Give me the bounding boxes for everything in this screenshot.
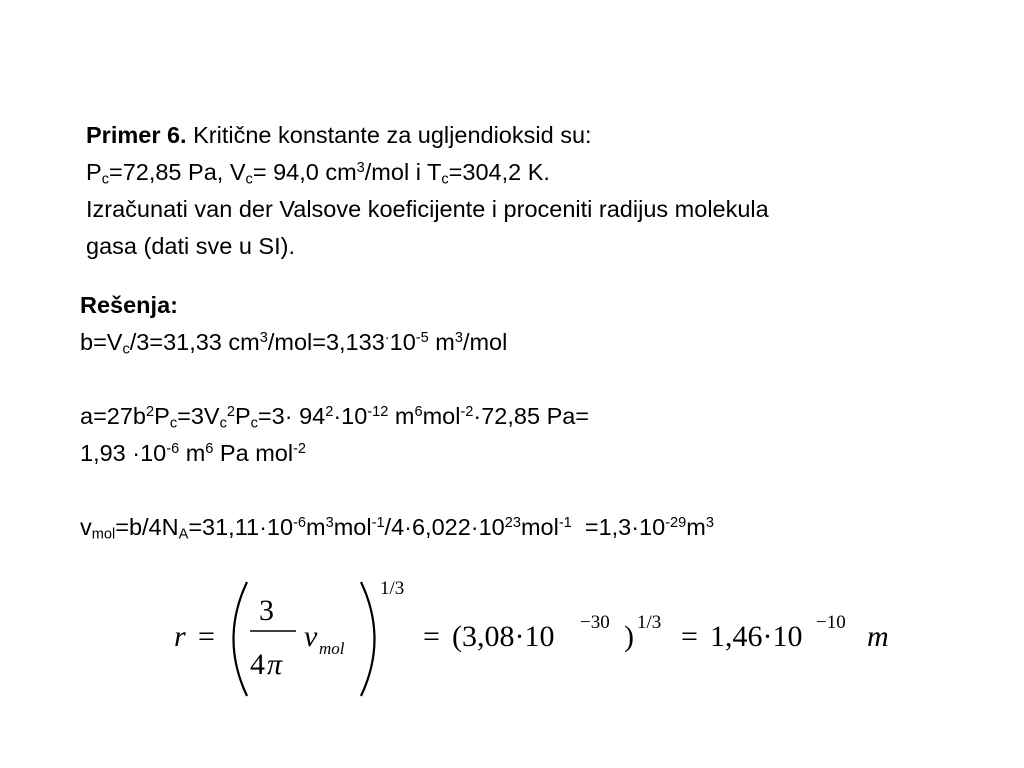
critical-constants-line bbox=[86, 154, 1006, 191]
a-part: ·10 bbox=[333, 403, 368, 429]
a-result-sup: -6 bbox=[166, 441, 180, 457]
vc-unit-exponent: 3 bbox=[356, 160, 365, 176]
fraction-denominator-4: 4 bbox=[250, 648, 265, 681]
a-result-part: 1,93 ·10 bbox=[80, 440, 167, 466]
a-sub: c bbox=[250, 415, 258, 432]
v-part: v bbox=[80, 514, 92, 540]
intermediate-exponent-one-third: 1/3 bbox=[637, 612, 662, 633]
a-sup: -12 bbox=[367, 404, 389, 420]
b-sup: 3 bbox=[454, 330, 463, 346]
radius-formula bbox=[170, 568, 930, 718]
a-sup: 2 bbox=[325, 404, 334, 420]
equals-sign: = bbox=[681, 620, 698, 653]
left-paren bbox=[234, 582, 248, 696]
result-value: 1,46·10 bbox=[710, 620, 803, 653]
intermediate-exponent: −30 bbox=[580, 612, 610, 633]
v-part: mol bbox=[333, 514, 372, 540]
v-sup: -29 bbox=[665, 515, 687, 531]
fraction-numerator: 3 bbox=[259, 594, 274, 627]
v-sup: 3 bbox=[325, 515, 334, 531]
solution-title: Rešenja: bbox=[80, 292, 178, 318]
solution-block bbox=[80, 287, 1000, 546]
a-sup: -2 bbox=[460, 404, 474, 420]
a-part: P bbox=[154, 403, 170, 429]
a-result-sup: -2 bbox=[293, 441, 307, 457]
v-sup: -1 bbox=[558, 515, 572, 531]
v-symbol: v bbox=[304, 620, 318, 653]
a-sup: 2 bbox=[226, 404, 235, 420]
problem-intro: Kritične konstante za ugljendioksid su: bbox=[186, 122, 592, 148]
molecular-volume-line bbox=[80, 509, 1000, 546]
pc-value: =72,85 Pa, bbox=[108, 159, 230, 185]
a-part: =3· 94 bbox=[257, 403, 326, 429]
b-part: m bbox=[428, 329, 455, 355]
b-sup: 3 bbox=[259, 330, 268, 346]
task-line-2: gasa (dati sve u SI). bbox=[86, 233, 295, 259]
tc-subscript: c bbox=[441, 171, 449, 188]
radius-formula-svg bbox=[170, 568, 930, 718]
a-coefficient-line bbox=[80, 398, 1000, 435]
a-sup: 6 bbox=[414, 404, 423, 420]
result-unit: m bbox=[867, 620, 889, 653]
intermediate-close-paren: ) bbox=[624, 620, 634, 653]
v-sup: -6 bbox=[293, 515, 307, 531]
v-part: m bbox=[306, 514, 326, 540]
r-symbol: r bbox=[174, 620, 186, 653]
b-part: /mol=3,133 bbox=[267, 329, 385, 355]
a-sub: c bbox=[219, 415, 227, 432]
b-coefficient-line bbox=[80, 324, 1000, 361]
tc-symbol: T bbox=[427, 159, 442, 185]
a-sup: 2 bbox=[146, 404, 155, 420]
problem-block bbox=[86, 117, 1006, 265]
vc-unit: /mol i bbox=[364, 159, 428, 185]
pc-subscript: c bbox=[101, 171, 109, 188]
a-part: a=27b bbox=[80, 403, 147, 429]
b-part: 10 bbox=[389, 329, 416, 355]
tc-value: =304,2 K. bbox=[448, 159, 550, 185]
v-part: =1,3·10 bbox=[571, 514, 666, 540]
a-part: mol bbox=[422, 403, 461, 429]
problem-heading-line bbox=[86, 117, 1006, 154]
v-sup: -1 bbox=[371, 515, 385, 531]
v-part: =b/4N bbox=[115, 514, 179, 540]
b-part: /3=31,33 cm bbox=[129, 329, 260, 355]
fraction-denominator-pi: π bbox=[267, 648, 283, 681]
v-part: /4·6,022·10 bbox=[384, 514, 505, 540]
b-sub: c bbox=[122, 341, 130, 358]
b-part: b=V bbox=[80, 329, 123, 355]
v-sub: mol bbox=[91, 526, 116, 543]
v-part: m bbox=[686, 514, 706, 540]
vc-symbol: V bbox=[229, 159, 246, 185]
a-part: =3V bbox=[177, 403, 220, 429]
v-sup: 3 bbox=[705, 515, 714, 531]
a-result-sup: 6 bbox=[205, 441, 214, 457]
vc-subscript: c bbox=[245, 171, 253, 188]
spacer bbox=[80, 361, 1000, 398]
v-sup: 23 bbox=[504, 515, 521, 531]
problem-title: Primer 6. bbox=[86, 122, 187, 148]
a-result-line bbox=[80, 435, 1000, 472]
result-exponent: −10 bbox=[816, 612, 846, 633]
pc-symbol: P bbox=[86, 159, 102, 185]
spacer bbox=[80, 472, 1000, 509]
b-dot: · bbox=[384, 330, 390, 346]
a-sub: c bbox=[169, 415, 178, 432]
right-paren bbox=[361, 582, 375, 696]
a-part: ·72,85 Pa= bbox=[473, 403, 590, 429]
a-result-part: m bbox=[179, 440, 206, 466]
a-part: m bbox=[388, 403, 415, 429]
a-part: P bbox=[234, 403, 251, 429]
equals-sign: = bbox=[423, 620, 440, 653]
b-sup: -5 bbox=[415, 330, 429, 346]
vc-value: = 94,0 cm bbox=[252, 159, 357, 185]
task-line-1: Izračunati van der Valsove koeficijente i proceniti radijus molekula bbox=[86, 196, 769, 222]
v-part: =31,11·10 bbox=[188, 514, 294, 540]
equals-sign: = bbox=[198, 620, 215, 653]
exponent-one-third: 1/3 bbox=[380, 578, 405, 599]
v-part: mol bbox=[520, 514, 559, 540]
intermediate-value: (3,08·10 bbox=[452, 620, 555, 653]
b-part: /mol bbox=[462, 329, 508, 355]
v-subscript: mol bbox=[319, 639, 345, 658]
a-result-part: Pa mol bbox=[213, 440, 294, 466]
v-sub: A bbox=[178, 526, 189, 543]
